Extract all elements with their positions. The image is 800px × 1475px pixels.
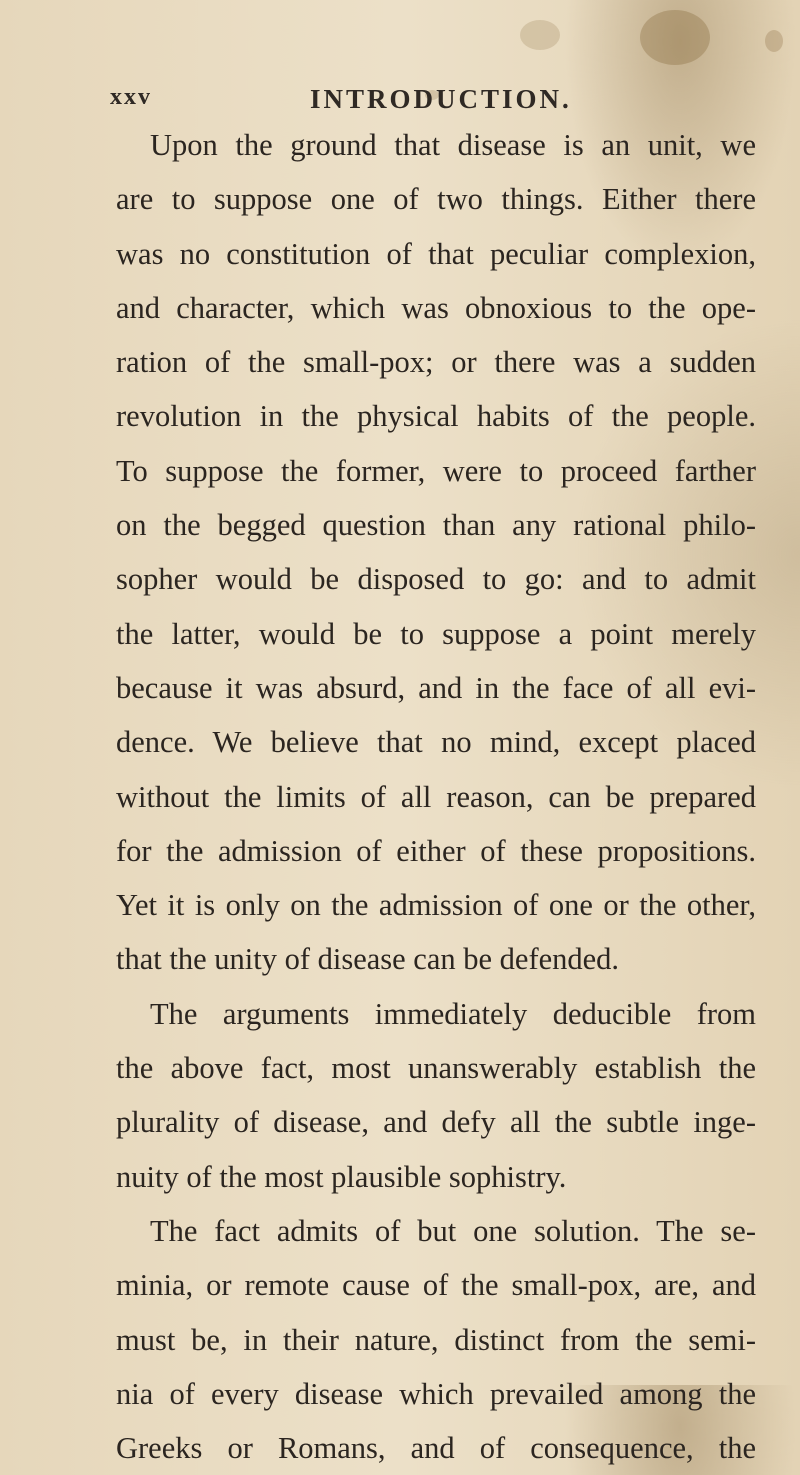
text-line: The arguments immediately deducible from — [150, 996, 756, 1031]
text-line: nia of every disease which prevailed among the — [116, 1376, 756, 1411]
text-line: and character, which was obnoxious to the ope- — [116, 290, 756, 325]
text-line: dence. We believe that no mind, except placed — [116, 725, 756, 760]
text-line: nuity of the most plausible sophistry. — [116, 1159, 567, 1194]
text-line: must be, in their nature, distinct from the semi- — [116, 1322, 756, 1357]
text-line: because it was absurd, and in the face of all evi- — [116, 670, 756, 705]
text-line: that the unity of disease can be defended. — [116, 942, 620, 977]
page-number: xxv — [110, 84, 152, 110]
text-line: the above fact, most unanswerably establish the — [116, 1051, 756, 1086]
stain-mark — [765, 30, 783, 52]
text-line: minia, or remote cause of the small-pox, are, and — [116, 1268, 756, 1303]
text-line: sopher would be disposed to go: and to admit — [116, 562, 756, 597]
running-title: INTRODUCTION. — [310, 84, 572, 114]
text-line: Greeks or Romans, and of consequence, the — [116, 1431, 756, 1466]
text-line: revolution in the physical habits of the people. — [116, 399, 756, 434]
text-line: plurality of disease, and defy all the subtle inge- — [116, 1105, 756, 1140]
text-line: was no constitution of that peculiar complexion, — [116, 236, 756, 271]
text-line: ration of the small-pox; or there was a sudden — [116, 345, 756, 380]
text-line: on the begged question than any rational philo- — [116, 508, 756, 543]
text-line: The fact admits of but one solution. The se- — [150, 1213, 756, 1248]
text-line: are to suppose one of two things. Either there — [116, 182, 756, 217]
text-line: without the limits of all reason, can be prepared — [116, 779, 756, 814]
stain-mark — [520, 20, 560, 50]
text-line: To suppose the former, were to proceed farther — [116, 453, 756, 488]
text-line: Upon the ground that disease is an unit, we — [150, 128, 756, 162]
text-line: for the admission of either of these propositions. — [116, 833, 756, 868]
stain-mark — [640, 10, 710, 65]
text-line: Yet it is only on the admission of one or the other, — [116, 888, 756, 923]
text-line: the latter, would be to suppose a point merely — [116, 616, 756, 651]
body-text — [116, 118, 756, 1475]
